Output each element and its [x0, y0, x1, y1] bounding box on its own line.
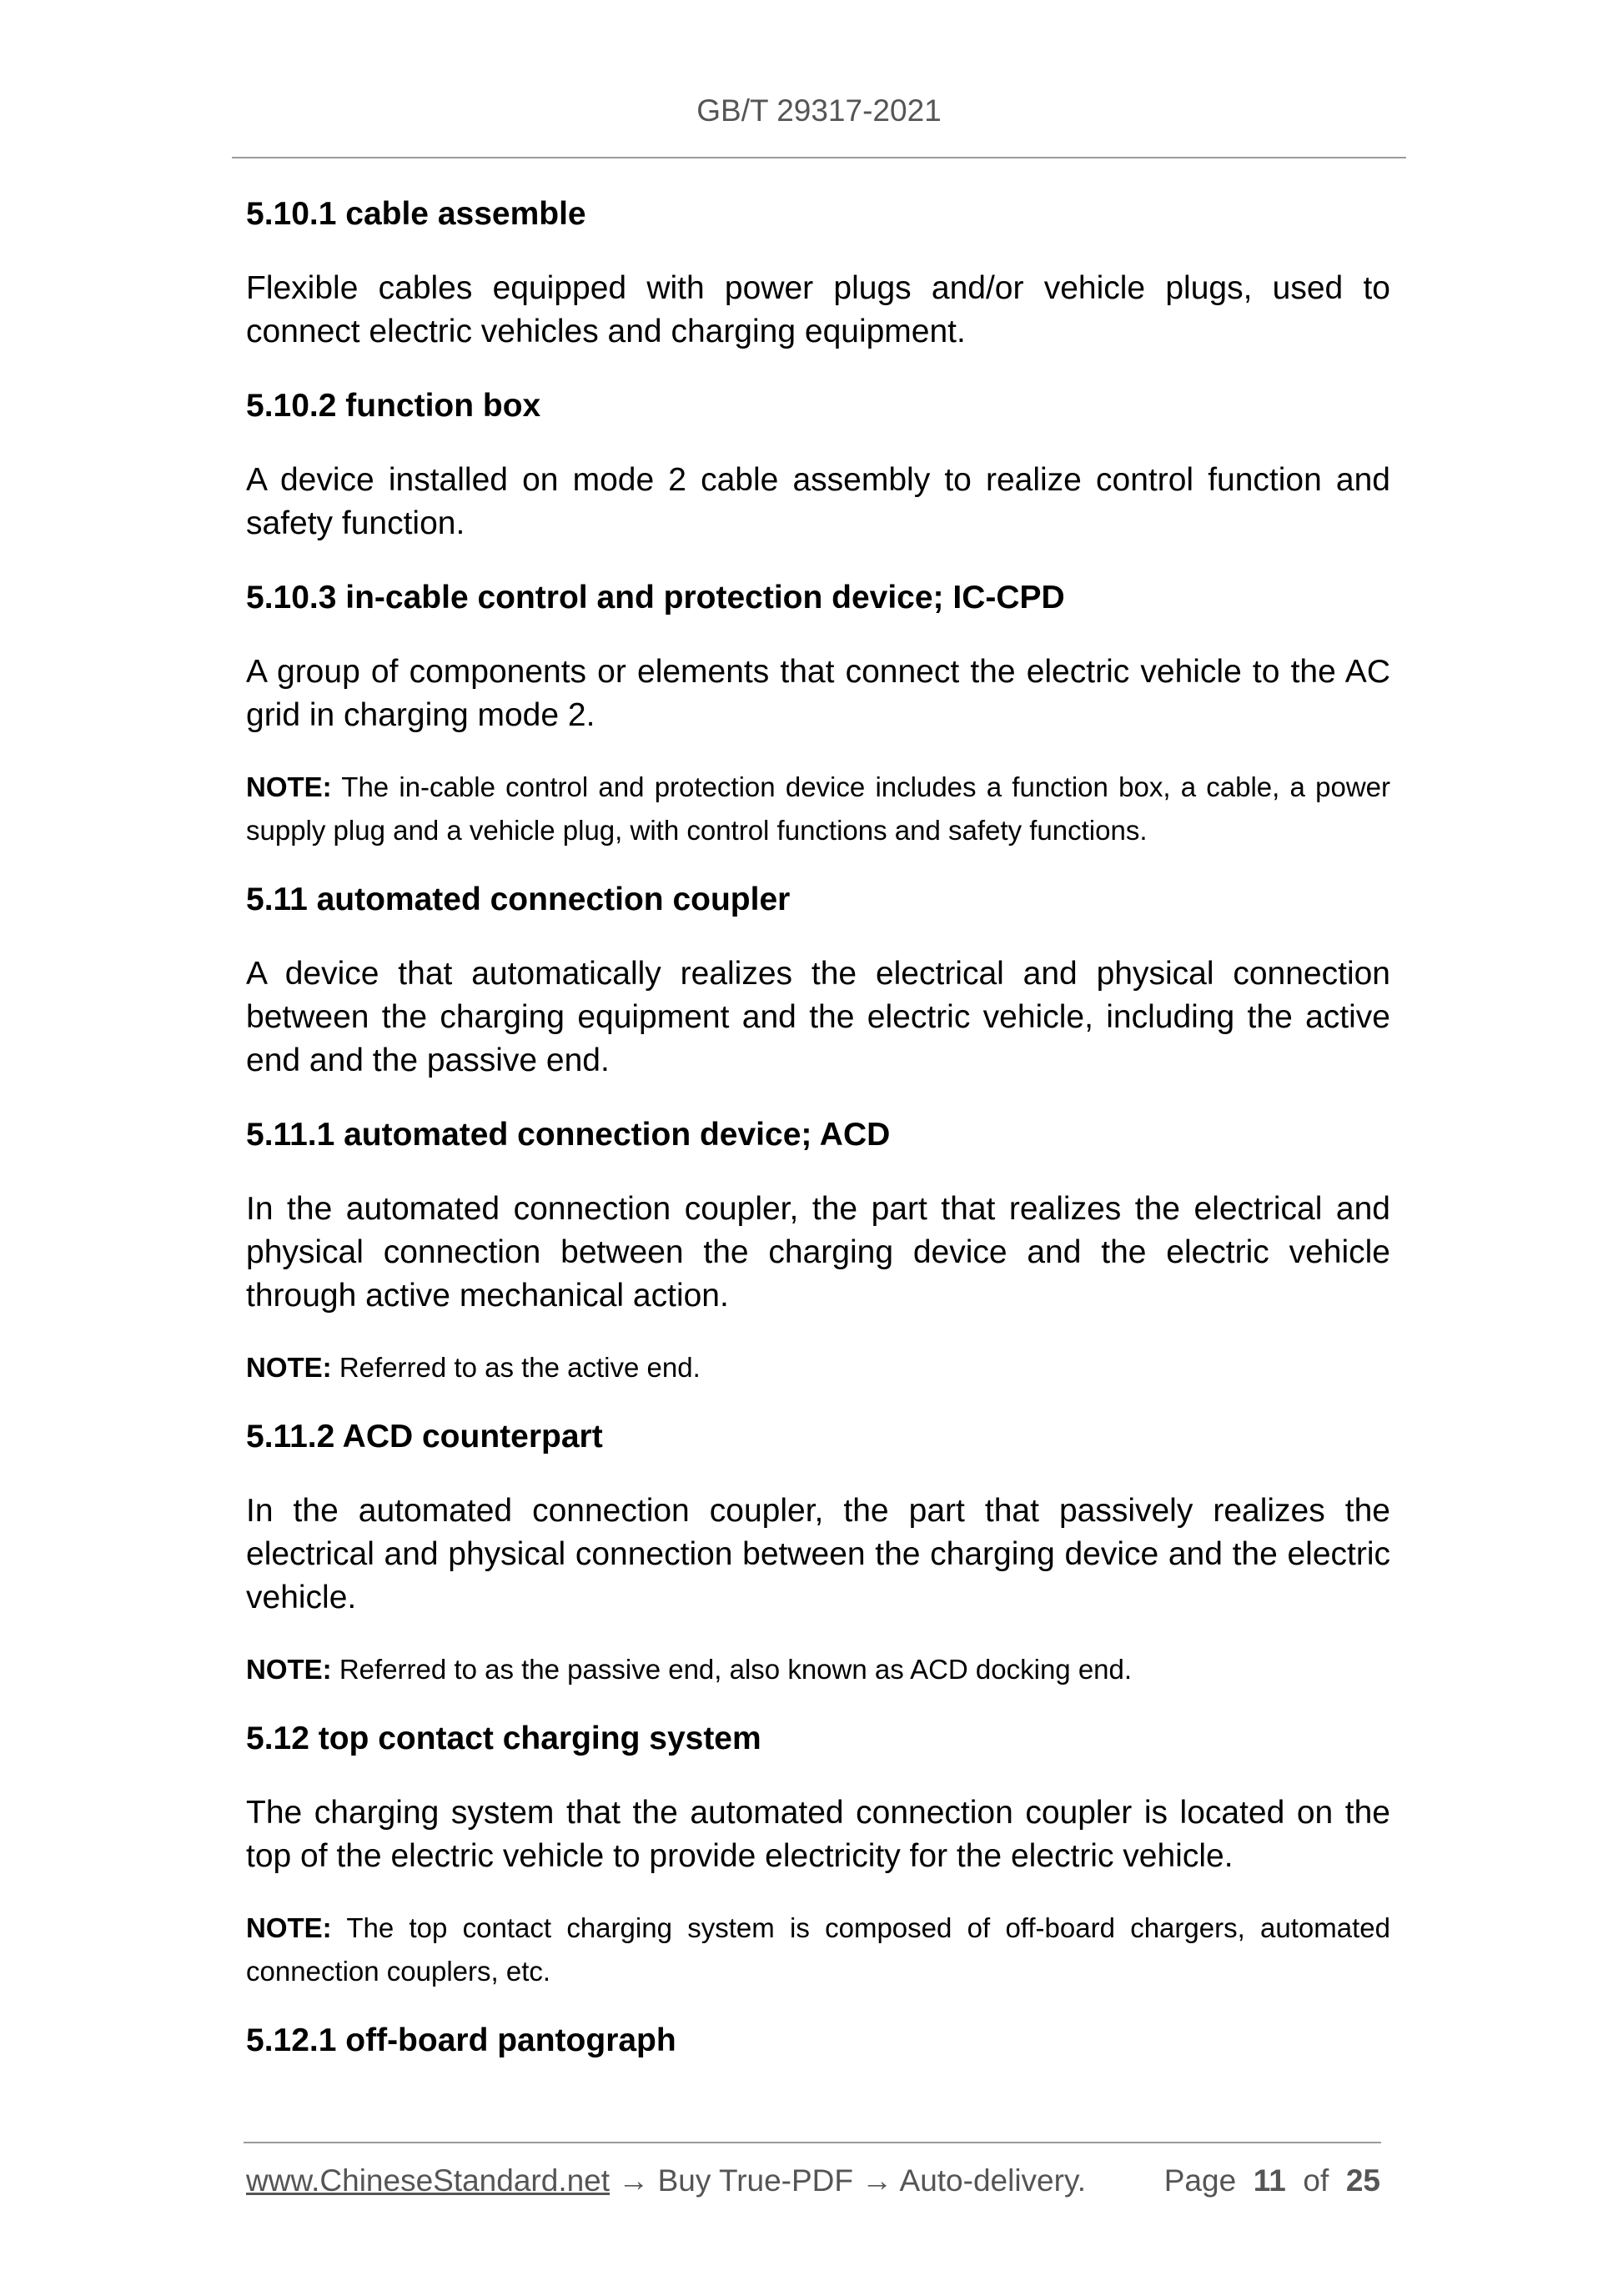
note-label: NOTE: [246, 771, 332, 802]
section-note-5-12 [246, 1907, 1390, 1993]
of-label: of [1303, 2163, 1329, 2198]
note-text: Referred to as the passive end, also known as ACD docking end. [331, 1654, 1133, 1685]
section-heading-5-10-1: 5.10.1 cable assemble [246, 196, 586, 232]
footer-divider [244, 2142, 1381, 2143]
note-label: NOTE: [246, 1912, 332, 1943]
note-label: NOTE: [246, 1352, 332, 1383]
section-body-5-10-2: A device installed on mode 2 cable assembly to realize control function and safety function. [246, 462, 1390, 541]
section-heading-5-10-3: 5.10.3 in-cable control and protection device; IC-CPD [246, 580, 1065, 615]
section-heading-5-10-2: 5.10.2 function box [246, 388, 541, 424]
section-body-5-12: The charging system that the automated connection coupler is located on the top of the electric vehicle to provide electricity for the electric vehicle. [246, 1795, 1390, 1874]
header-divider [232, 157, 1406, 158]
section-heading-5-12: 5.12 top contact charging system [246, 1721, 761, 1756]
page-label: Page [1163, 2163, 1237, 2198]
section-heading-5-11-2: 5.11.2 ACD counterpart [246, 1419, 603, 1454]
section-heading-5-12-1: 5.12.1 off-board pantograph [246, 2022, 676, 2058]
section-body-5-10-1: Flexible cables equipped with power plugs and/or vehicle plugs, used to connect electric vehicles and charging equipment. [246, 270, 1390, 349]
section-heading-5-11: 5.11 automated connection coupler [246, 882, 791, 917]
page-number: 11 [1253, 2163, 1286, 2198]
section-body-5-11-1: In the automated connection coupler, the part that realizes the electrical and physical connection between the charging device and the electric vehicle through active mechanical action. [246, 1191, 1390, 1314]
note-text: The in-cable control and protection device includes a function box, a cable, a power supply plug and a vehicle plug, with control functions and safety functions. [246, 771, 1390, 846]
section-body-5-11: A device that automatically realizes the electrical and physical connection between the charging equipment and the electric vehicle, including the active end and the passive end. [246, 956, 1390, 1078]
section-body-5-10-3: A group of components or elements that connect the electric vehicle to the AC grid in charging mode 2. [246, 654, 1390, 733]
section-note-5-11-1 [246, 1346, 1390, 1389]
section-note-5-11-2 [246, 1648, 1390, 1691]
page-indicator [1164, 2160, 1380, 2202]
website-link[interactable]: www.ChineseStandard.net [246, 2163, 611, 2198]
footer-tagline: → Buy True-PDF → Auto-delivery. [610, 2163, 1086, 2198]
page-footer [246, 2160, 1380, 2202]
section-heading-5-11-1: 5.11.1 automated connection device; ACD [246, 1117, 891, 1153]
section-note-5-10-3 [246, 766, 1390, 852]
document-body [246, 190, 1390, 2093]
section-body-5-11-2: In the automated connection coupler, the part that passively realizes the electrical and physical connection between the charging device and the electric vehicle. [246, 1493, 1390, 1615]
footer-left [246, 2160, 1086, 2202]
note-text: Referred to as the active end. [331, 1352, 701, 1383]
page-header: GB/T 29317-2021 [696, 93, 942, 128]
note-text: The top contact charging system is composed of off-board chargers, automated connection couplers, etc. [246, 1912, 1390, 1987]
note-label: NOTE: [246, 1654, 332, 1685]
total-pages: 25 [1345, 2163, 1380, 2198]
